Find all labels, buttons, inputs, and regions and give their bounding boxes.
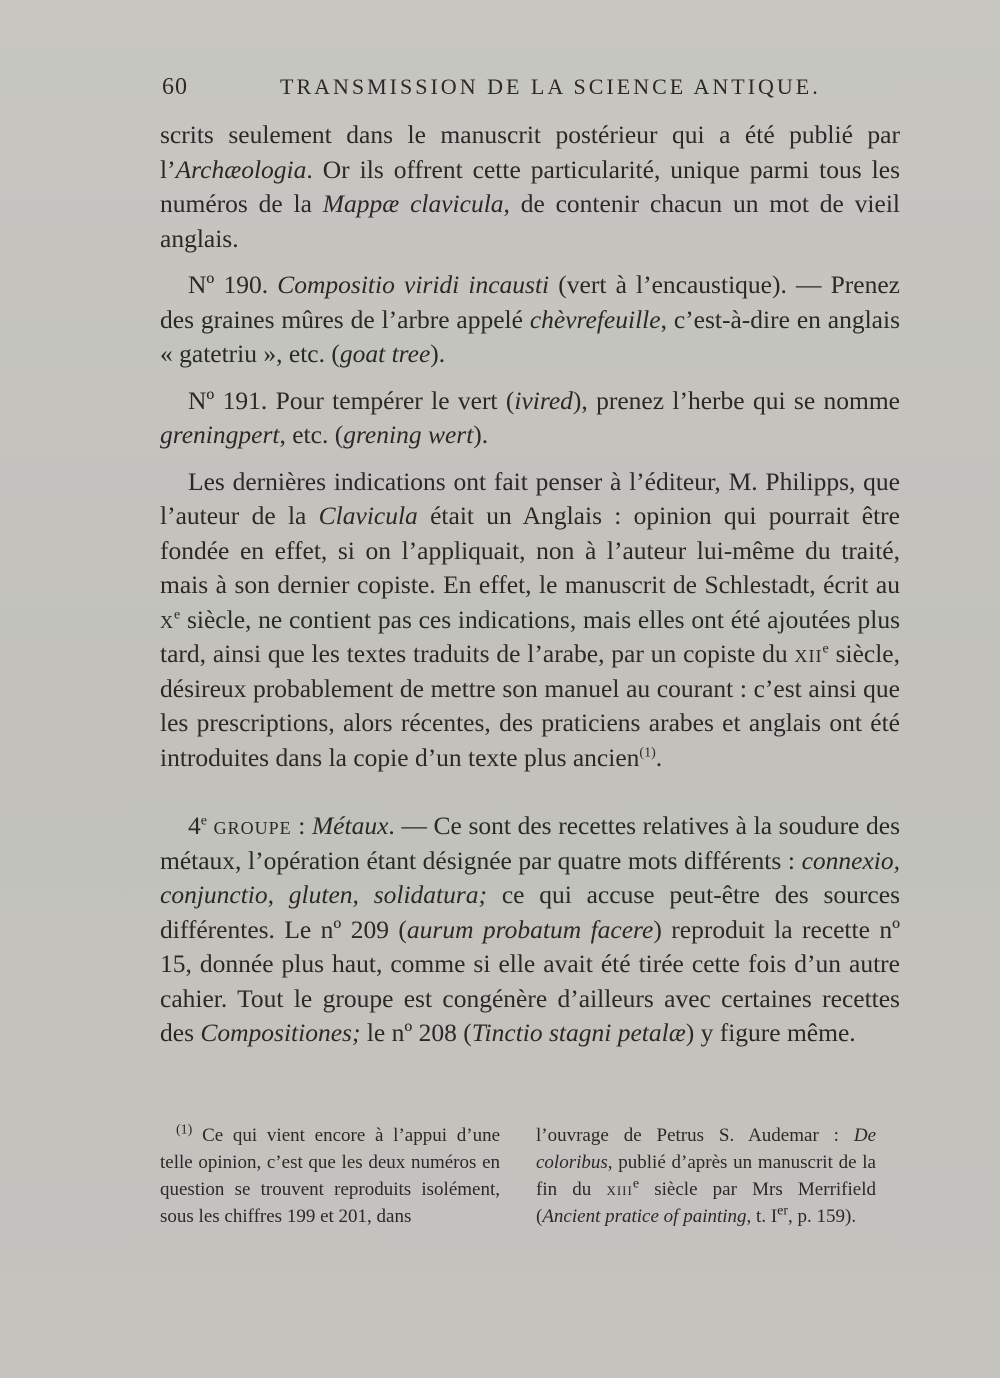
footnote-ref: (1) bbox=[639, 745, 656, 760]
footnote-text: , t. I bbox=[746, 1206, 778, 1227]
footnote-text: , p. 159). bbox=[788, 1206, 857, 1227]
footnote-title-de-coloribus: De coloribus bbox=[536, 1125, 876, 1173]
footnote-column-right bbox=[536, 1122, 876, 1230]
paragraph-group-4-metals: 4e groupe : Métaux. — Ce sont des recettes relatives à la soudure des métaux, l’opération étant désignée par quatre mots différents : connexio, conjunctio, gluten, solidatura; ce qui accuse peut-être des sources différentes. Le nº 209 (aurum probatum facere) reproduit la recette nº 15, donnée plus haut, comme si elle avait été tirée cette fois d’un autre cahier. Tout le groupe est congénère d’ailleurs avec certaines recettes des Compositiones; le nº 208 (Tinctio stagni petalæ) y figure même. bbox=[160, 811, 900, 1047]
footnote-text: siècle par Mrs Merrifield ( bbox=[536, 1179, 876, 1227]
running-title: TRANSMISSION DE LA SCIENCE ANTIQUE. bbox=[280, 74, 821, 99]
paragraph-1: scrits seulement dans le manuscrit postérieur qui a été publié par l’Archæologia. Or ils offrent cette particularité, unique parmi tous les numéros de la Mappæ clavicula, de contenir chacun un mot de vieil anglais. bbox=[160, 120, 900, 253]
footnote-continuation: l’ouvrage de Petrus S. Audemar : bbox=[536, 1125, 854, 1146]
footnote-column-left: $^{(1)}$ Ce qui vient encore à l’appui d’une telle opinion, c’est que les deux numéros en question se trouvent reproduits isolément, sous les chiffres 199 et 201, dans bbox=[160, 1122, 500, 1227]
footnote-text: e bbox=[632, 1176, 640, 1192]
footnote-title-ancient-pratice: Ancient pratice of painting bbox=[542, 1206, 747, 1227]
section-spacer bbox=[160, 775, 900, 809]
paragraph-recipe-191: Nº 191. Pour tempérer le vert (ivired), prenez l’herbe qui se nomme greningpert, etc. (grening wert). bbox=[160, 385, 900, 449]
footnote-text: er bbox=[777, 1203, 789, 1219]
paragraph-editor-opinion: Les dernières indications ont fait penser à l’éditeur, M. Philipps, que l’auteur de la Clavicula était un Anglais : opinion qui pourrait être fondée en effet, si on l’appliquait, non à l’auteur lui-même du traité, mais à son dernier copiste. En effet, le manuscrit de Schlestadt, écrit au $x^e$ siècle, ne contient pas ces indications, mais elles ont été ajoutées plus tard, ainsi que les textes traduits de l’arabe, par un copiste du xii$^e$ siècle, désireux probablement de mettre son manuel au courant : c’est ainsi que les prescriptions, alors récentes, des praticiens arabes et anglais ont été introduites dans la copie d’un texte plus ancien$^{(1)}$. bbox=[160, 466, 900, 772]
footnote-century: xiii bbox=[606, 1179, 633, 1200]
page-header bbox=[162, 74, 902, 114]
group-label: groupe bbox=[213, 811, 292, 840]
page-number: 60 bbox=[162, 74, 188, 100]
paragraph-recipe-190: Nº 190. Compositio viridi incausti (vert à l’encaustique). — Prenez des graines mûres de l’arbre appelé chèvrefeuille, c’est-à-dire en anglais « gatetriu », etc. (goat tree). bbox=[160, 270, 901, 368]
footnote-marker: (1) bbox=[176, 1122, 193, 1138]
main-text bbox=[160, 118, 900, 1051]
footnote-text: , publié d’après un manuscrit de la fin du bbox=[536, 1152, 876, 1200]
